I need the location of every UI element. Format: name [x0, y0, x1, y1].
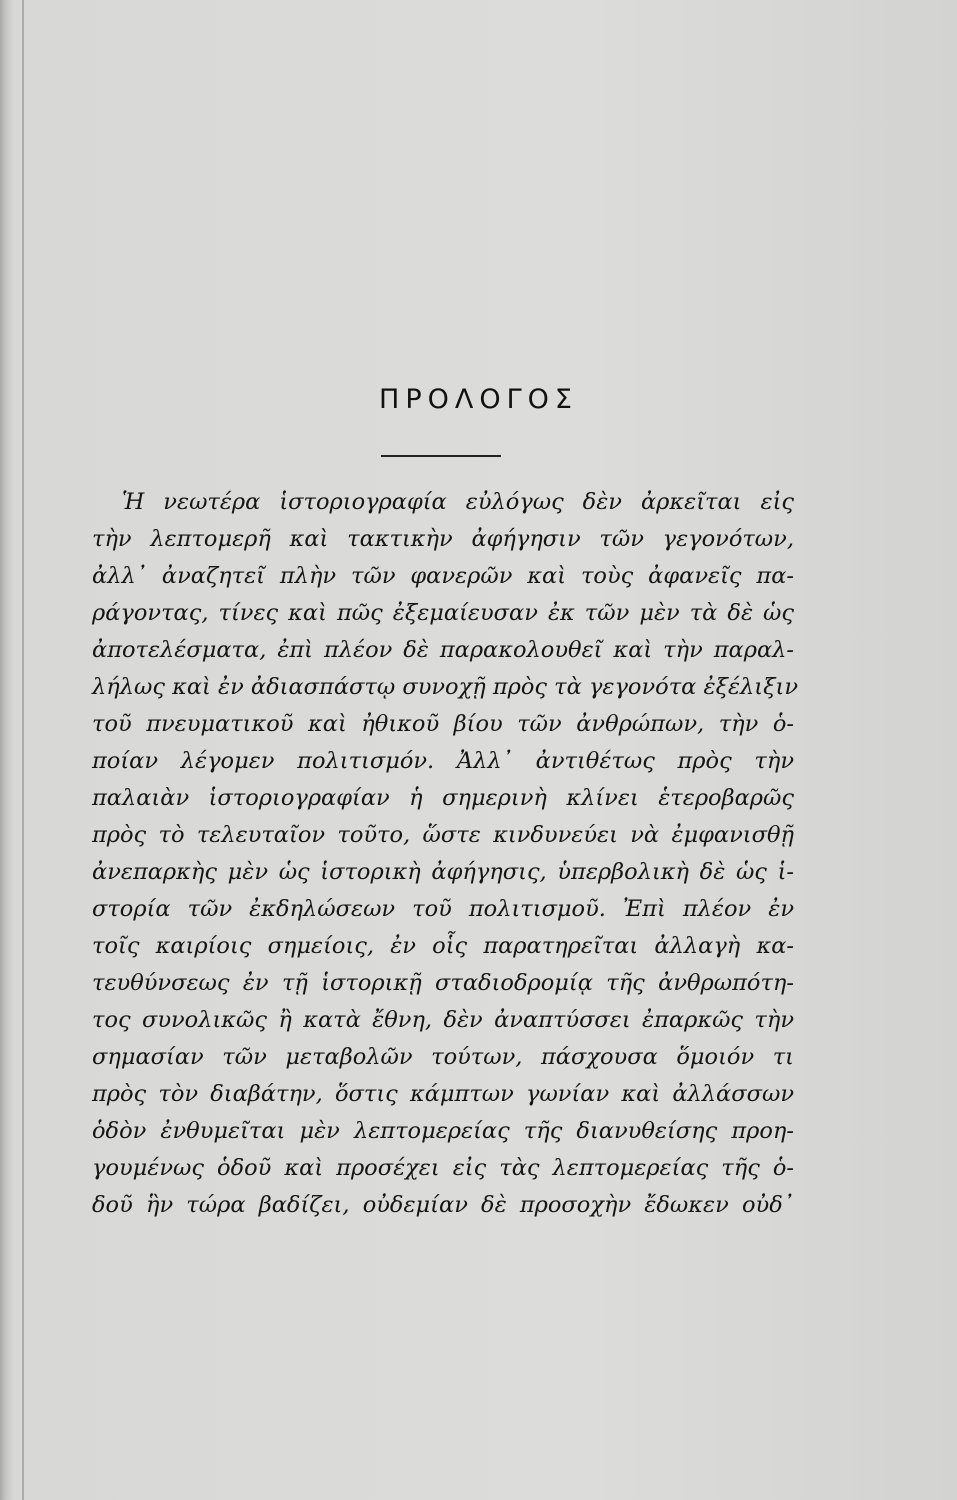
text-line: στορία τῶν ἐκδηλώσεων τοῦ πολιτισμοῦ. Ἐπὶ πλέον ἐν: [92, 896, 794, 922]
binding-gutter: [22, 0, 24, 1500]
text-line: ποίαν λέγομεν πολιτισμόν. Ἀλλ᾽ ἀντιθέτως πρὸς τὴν: [92, 748, 794, 774]
text-line: παλαιὰν ἱστοριογραφίαν ἡ σημερινὴ κλίνει ἑτεροβαρῶς: [92, 785, 794, 811]
text-line: ὁδὸν ἐνθυμεῖται μὲν λεπτομερείας τῆς διανυθείσης προη-: [92, 1118, 794, 1144]
text-line: τευθύνσεως ἐν τῇ ἱστορικῇ σταδιοδρομίᾳ τῆς ἀνθρωπότη-: [92, 970, 794, 996]
text-line: ἀνεπαρκὴς μὲν ὡς ἱστορικὴ ἀφήγησις, ὑπερβολικὴ δὲ ὡς ἱ-: [92, 859, 794, 885]
text-line: γουμένως ὁδοῦ καὶ προσέχει εἰς τὰς λεπτομερείας τῆς ὁ-: [92, 1155, 794, 1181]
text-line: τοῖς καιρίοις σημείοις, ἐν οἷς παρατηρεῖται ἀλλαγὴ κα-: [92, 933, 794, 959]
text-line: τὴν λεπτομερῆ καὶ τακτικὴν ἀφήγησιν τῶν γεγονότων,: [92, 526, 794, 552]
text-line: πρὸς τὸ τελευταῖον τοῦτο, ὥστε κινδυνεύει νὰ ἐμφανισθῇ: [92, 822, 794, 848]
text-line: τος συνολικῶς ἢ κατὰ ἔθνη, δὲν ἀναπτύσσει ἐπαρκῶς τὴν: [92, 1007, 794, 1033]
page-title: ΠΡΟΛΟΓΟΣ: [379, 384, 578, 415]
text-line: δοῦ ἣν τώρα βαδίζει, οὐδεμίαν δὲ προσοχὴν ἔδωκεν οὐδ᾽: [92, 1192, 794, 1218]
text-line: τοῦ πνευματικοῦ καὶ ἠθικοῦ βίου τῶν ἀνθρώπων, τὴν ὁ-: [92, 711, 794, 737]
text-line: ράγοντας, τίνες καὶ πῶς ἐξεμαίευσαν ἐκ τῶν μὲν τὰ δὲ ὡς: [92, 600, 794, 626]
prologue-body: [92, 484, 799, 1224]
text-line: πρὸς τὸν διαβάτην, ὅστις κάμπτων γωνίαν καὶ ἀλλάσσων: [92, 1081, 794, 1107]
text-line: ἀποτελέσματα, ἐπὶ πλέον δὲ παρακολουθεῖ καὶ τὴν παραλ-: [92, 637, 794, 663]
title-rule: [381, 455, 501, 457]
text-line: Ἡ νεωτέρα ἱστοριογραφία εὐλόγως δὲν ἀρκεῖται εἰς: [122, 489, 794, 515]
text-line: ἀλλ᾽ ἀναζητεῖ πλὴν τῶν φανερῶν καὶ τοὺς ἀφανεῖς πα-: [92, 563, 794, 589]
text-line: λήλως καὶ ἐν ἀδιασπάστῳ συνοχῇ πρὸς τὰ γεγονότα ἐξέλιξιν: [92, 674, 799, 700]
text-line: σημασίαν τῶν μεταβολῶν τούτων, πάσχουσα ὅμοιόν τι: [92, 1044, 794, 1070]
